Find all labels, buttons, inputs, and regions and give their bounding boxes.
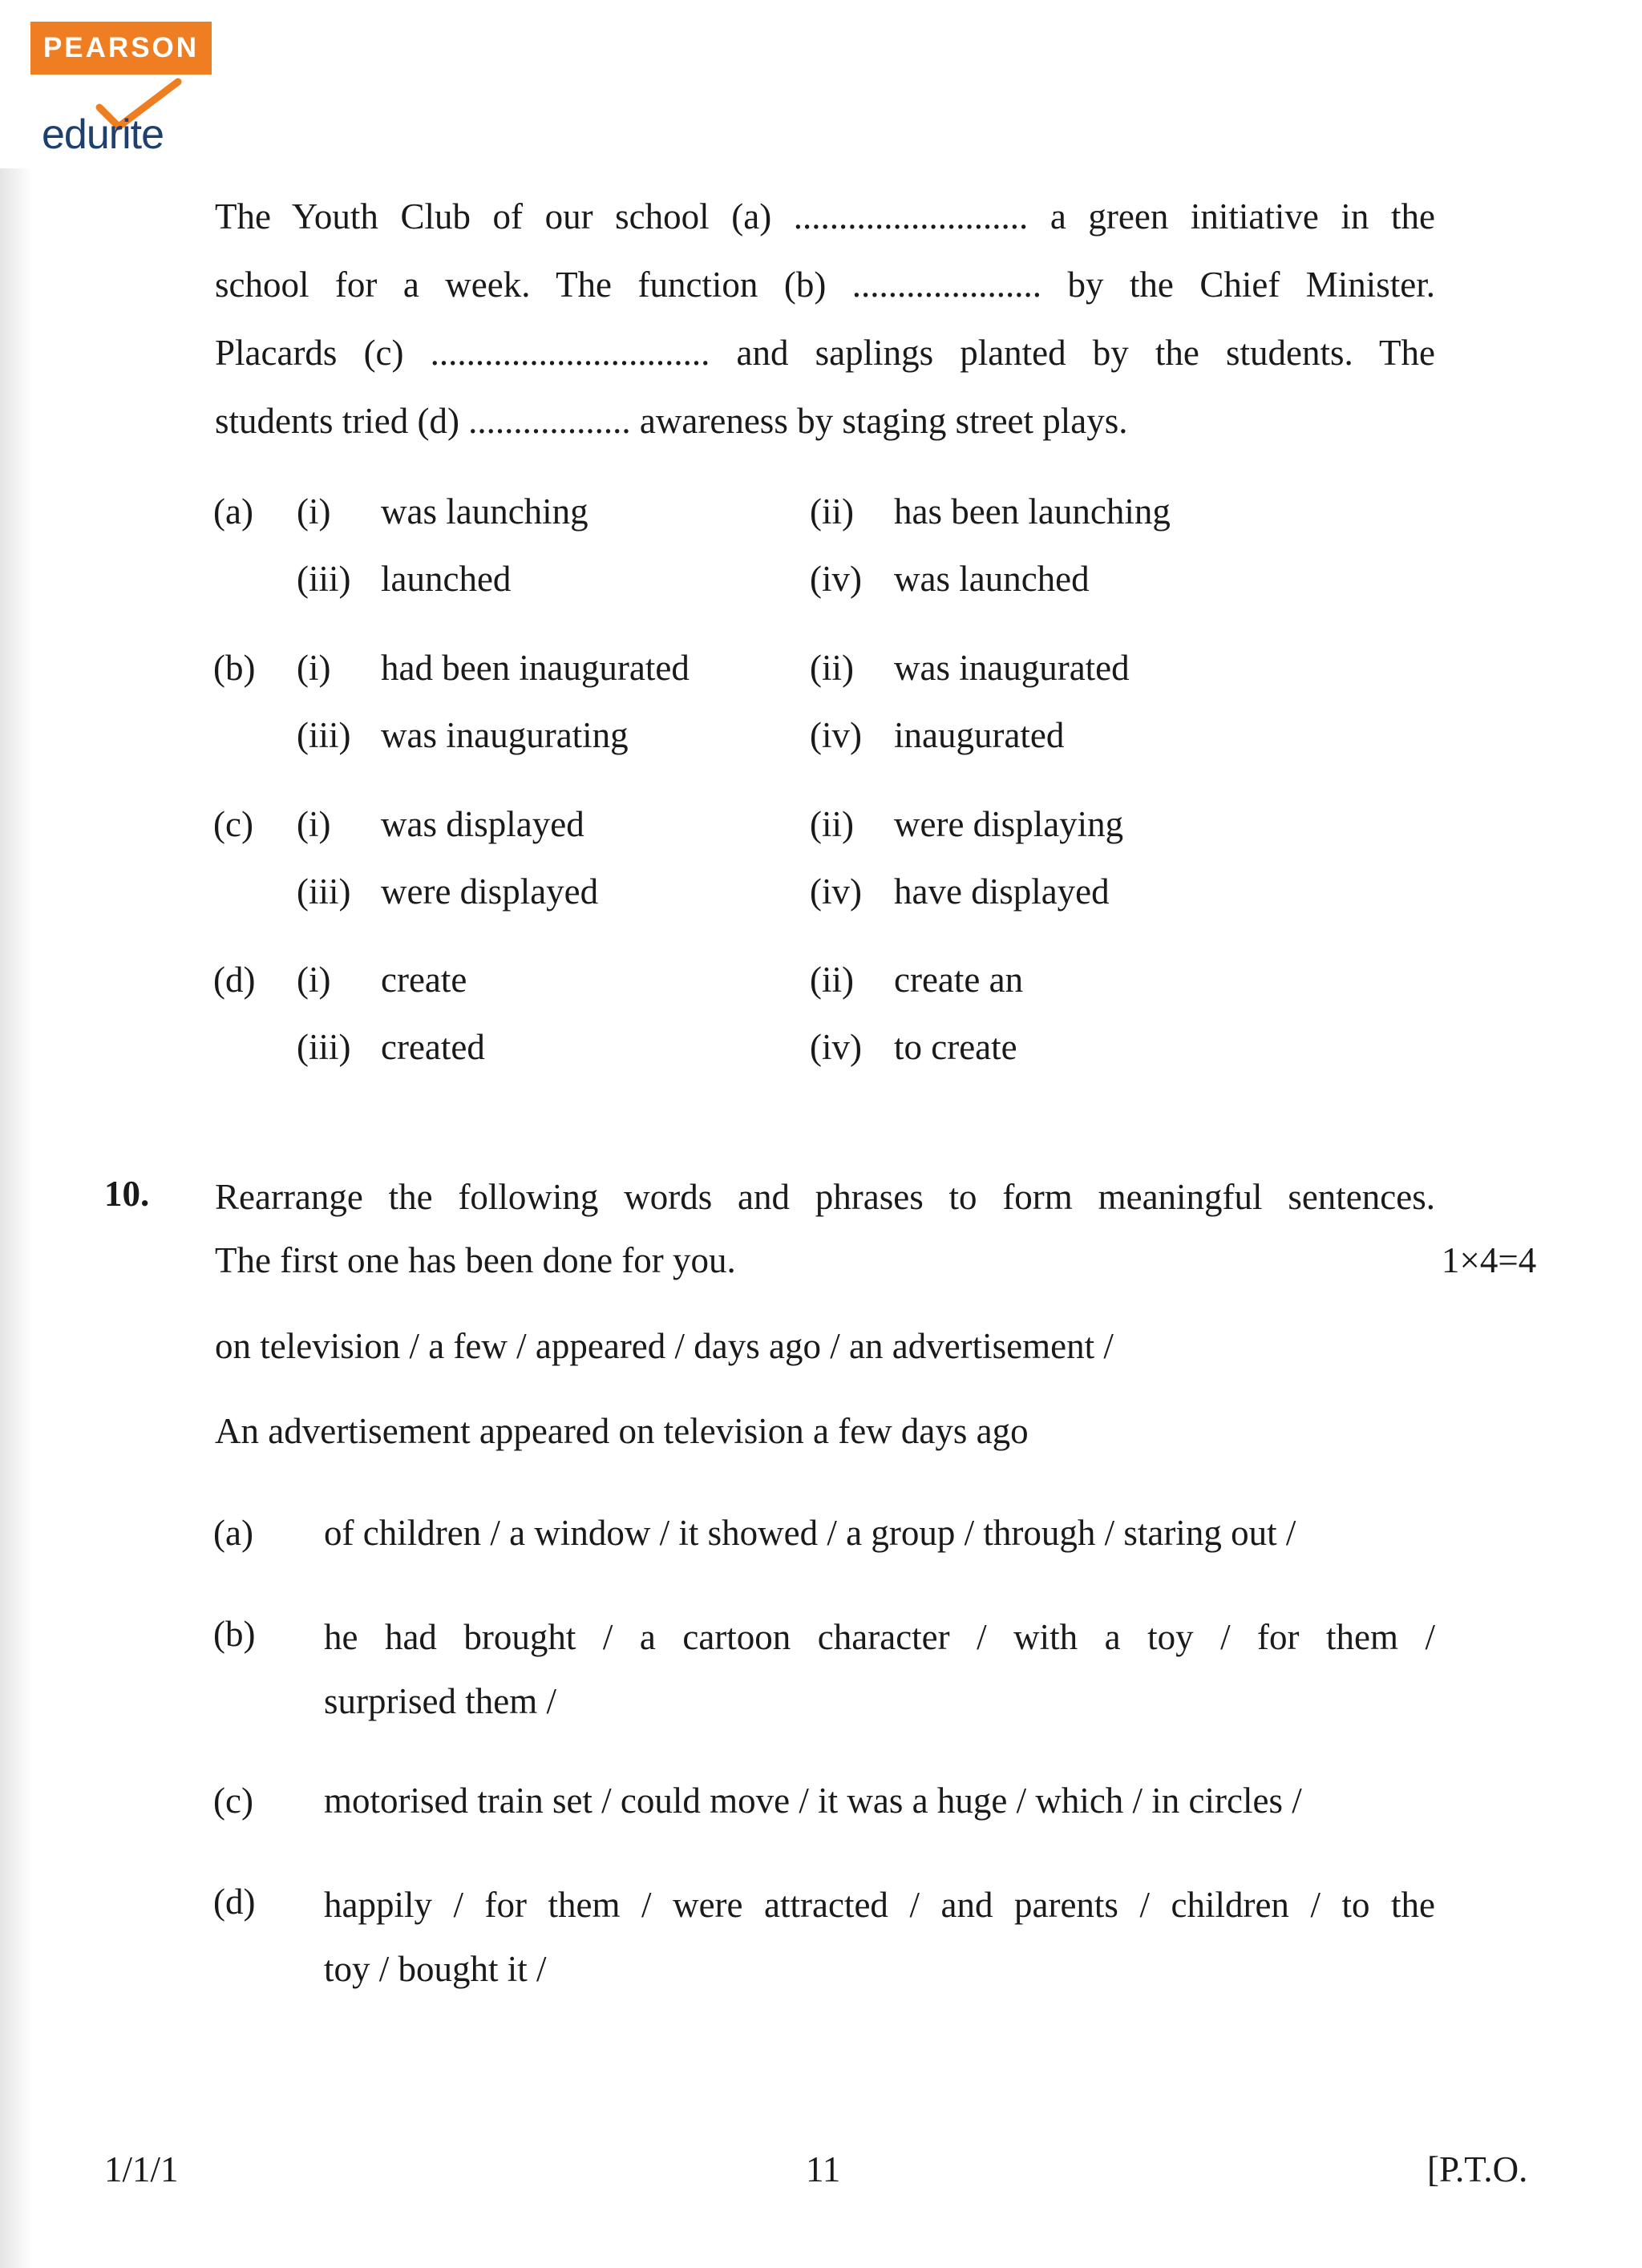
choice-number: (i) bbox=[297, 648, 331, 688]
choice-text: create an bbox=[894, 960, 1024, 1000]
choice-text: were displayed bbox=[381, 871, 599, 912]
choice-number: (i) bbox=[297, 804, 331, 844]
item-letter: (d) bbox=[213, 1882, 256, 1922]
scan-page-edge bbox=[0, 168, 32, 2268]
item-line: of children / a window / it showed / a group / through / staring out / bbox=[324, 1513, 1296, 1553]
choice-text: was inaugurating bbox=[381, 715, 629, 755]
choice-number: (iv) bbox=[810, 871, 862, 912]
choice-number: (iv) bbox=[810, 715, 862, 755]
item-line: motorised train set / could move / it was a huge / which / in circles / bbox=[324, 1781, 1302, 1821]
example-jumbled: on television / a few / appeared / days ago / an advertisement / bbox=[215, 1326, 1114, 1366]
choice-text: was displayed bbox=[381, 804, 584, 844]
choice-number: (iii) bbox=[297, 715, 351, 755]
choice-number: (ii) bbox=[810, 960, 854, 1000]
example-answer: An advertisement appeared on television a few days ago bbox=[215, 1411, 1029, 1451]
item-letter: (a) bbox=[213, 1513, 253, 1553]
item-line: he had brought / a cartoon character / with a toy / for them / bbox=[324, 1617, 1435, 1657]
item-line: surprised them / bbox=[324, 1681, 556, 1721]
passage-line: school for a week. The function (b) ..................... by the Chief Minister. bbox=[215, 265, 1435, 305]
choice-text: was launching bbox=[381, 491, 588, 532]
choice-text: inaugurated bbox=[894, 715, 1065, 755]
choice-number: (i) bbox=[297, 960, 331, 1000]
option-letter: (d) bbox=[213, 960, 256, 1000]
choice-number: (ii) bbox=[810, 491, 854, 532]
pto-label: [P.T.O. bbox=[1427, 2149, 1528, 2189]
choice-number: (i) bbox=[297, 491, 331, 532]
question-marks: 1×4=4 bbox=[1442, 1240, 1537, 1280]
paper-code: 1/1/1 bbox=[104, 2149, 179, 2189]
choice-number: (iv) bbox=[810, 1027, 862, 1067]
choice-text: had been inaugurated bbox=[381, 648, 690, 688]
choice-text: created bbox=[381, 1027, 485, 1067]
question-number: 10. bbox=[104, 1174, 150, 1214]
choice-number: (iv) bbox=[810, 559, 862, 599]
choice-text: have displayed bbox=[894, 871, 1110, 912]
item-line: happily / for them / were attracted / and parents / children / to the bbox=[324, 1885, 1435, 1925]
choice-text: was launched bbox=[894, 559, 1090, 599]
choice-text: create bbox=[381, 960, 467, 1000]
passage-line: Placards (c) ............................... and saplings planted by the students. The bbox=[215, 333, 1435, 373]
choice-text: were displaying bbox=[894, 804, 1124, 844]
choice-number: (ii) bbox=[810, 804, 854, 844]
choice-text: launched bbox=[381, 559, 512, 599]
choice-text: to create bbox=[894, 1027, 1017, 1067]
option-letter: (c) bbox=[213, 804, 253, 844]
choice-text: has been launching bbox=[894, 491, 1171, 532]
item-letter: (c) bbox=[213, 1781, 253, 1821]
choice-number: (ii) bbox=[810, 648, 854, 688]
passage-line: students tried (d) .................. awareness by staging street plays. bbox=[215, 401, 1128, 441]
question-instruction: Rearrange the following words and phrases to form meaningful sentences. bbox=[215, 1177, 1435, 1217]
choice-number: (iii) bbox=[297, 871, 351, 912]
page-number: 11 bbox=[806, 2149, 841, 2189]
edurite-logo-text: edurite bbox=[42, 111, 164, 158]
choice-number: (iii) bbox=[297, 559, 351, 599]
pearson-logo-badge: PEARSON bbox=[30, 22, 212, 75]
item-letter: (b) bbox=[213, 1614, 256, 1654]
question-instruction: The first one has been done for you. bbox=[215, 1240, 736, 1280]
item-line: toy / bought it / bbox=[324, 1949, 547, 1989]
choice-text: was inaugurated bbox=[894, 648, 1130, 688]
option-letter: (b) bbox=[213, 648, 256, 688]
passage-line: The Youth Club of our school (a) .......................... a green initiative in the bbox=[215, 196, 1435, 237]
choice-number: (iii) bbox=[297, 1027, 351, 1067]
option-letter: (a) bbox=[213, 491, 253, 532]
